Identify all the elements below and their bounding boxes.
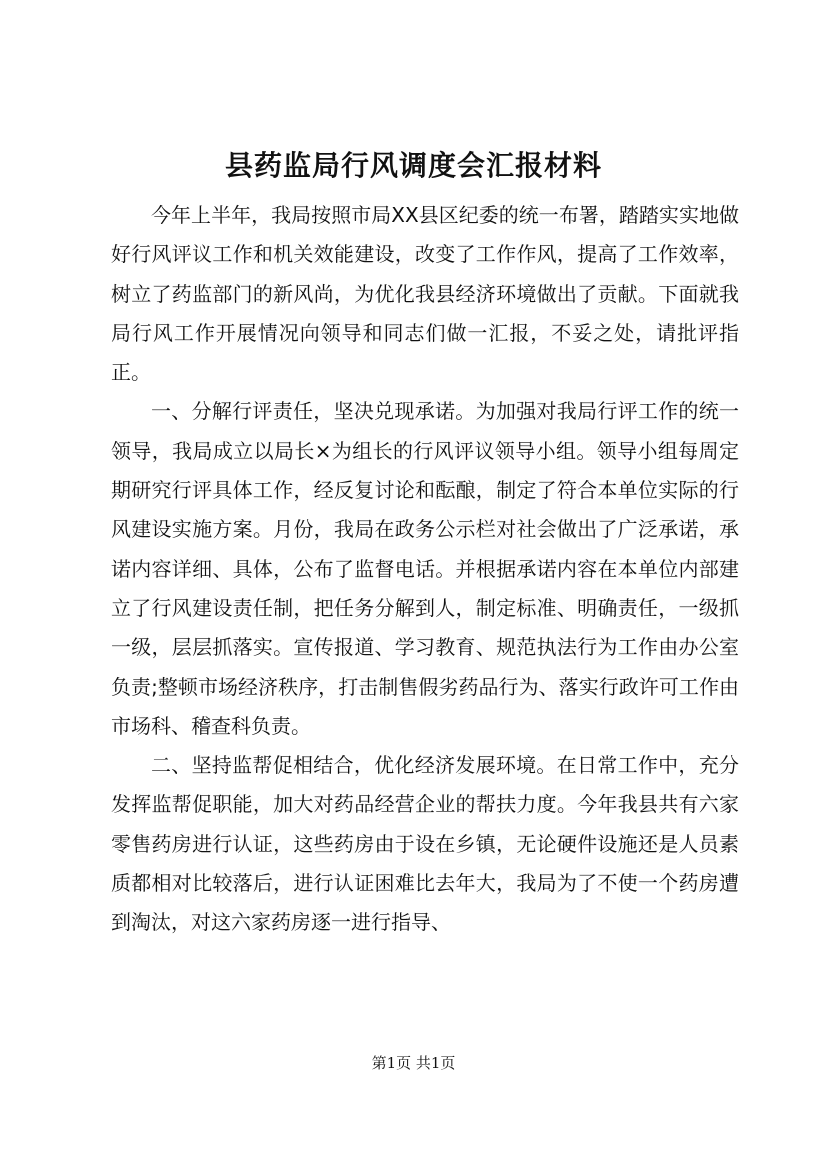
document-body: [111, 196, 739, 943]
paragraph-section-one: 一、分解行评责任，坚决兑现承诺。为加强对我局行评工作的统一领导，我局成立以局长×为组长的行风评议领导小组。领导小组每周定期研究行评具体工作，经反复讨论和酝酿，制定了符合本单位实际的行风建设实施方案。月份，我局在政务公示栏对社会做出了广泛承诺，承诺内容详细、具体，公布了监督电话。并根据承诺内容在本单位内部建立了行风建设责任制，把任务分解到人，制定标准、明确责任，一级抓一级，层层抓落实。宣传报道、学习教育、规范执法行为工作由办公室负责;整顿市场经济秩序，打击制售假劣药品行为、落实行政许可工作由市场科、稽查科负责。: [111, 399, 739, 738]
page-footer: 第1页 共1页: [371, 1054, 456, 1072]
document-title: 县药监局行风调度会汇报材料: [224, 149, 602, 182]
paragraph-intro: 今年上半年，我局按照市局XX县区纪委的统一布署，踏踏实实地做好行风评议工作和机关效能建设，改变了工作作风，提高了工作效率，树立了药监部门的新风尚，为优化我县经济环境做出了贡献。下面就我局行风工作开展情况向领导和同志们做一汇报，不妥之处，请批评指正。: [111, 203, 739, 385]
paragraph-section-two: 二、坚持监帮促相结合，优化经济发展环境。在日常工作中，充分发挥监帮促职能，加大对药品经营企业的帮扶力度。今年我县共有六家零售药房进行认证，这些药房由于设在乡镇，无论硬件设施还是人员素质都相对比较落后，进行认证困难比去年大，我局为了不使一个药房遭到淘汰，对这六家药房逐一进行指导、: [111, 753, 739, 935]
